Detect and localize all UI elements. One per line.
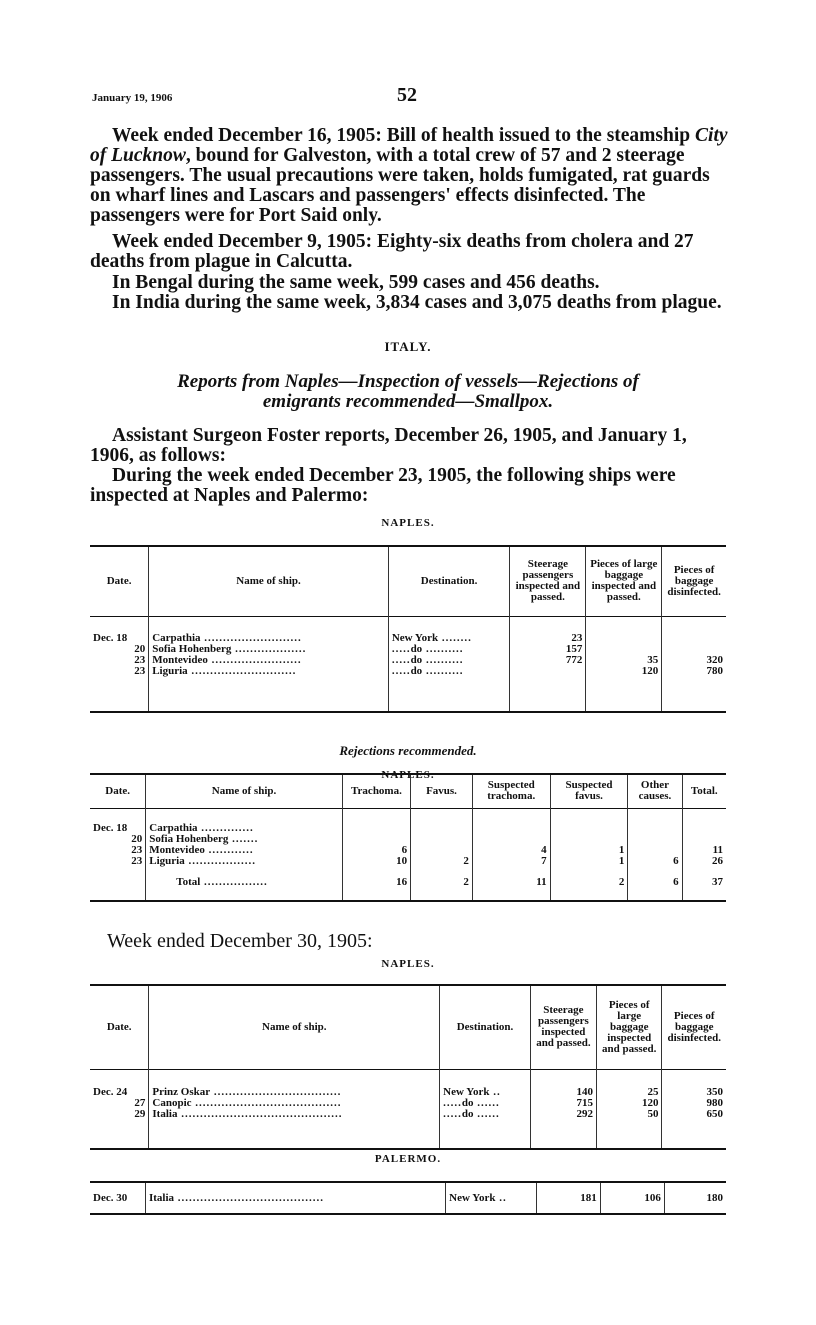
table4-caption: PALERMO. [374, 1153, 442, 1165]
paragraph-week-dec-23: During the week ended December 23, 1905, the following ships were inspected at Naples and Palermo: [90, 465, 676, 506]
col-destination: Destination. [388, 546, 510, 616]
table2-caption: NAPLES. [381, 769, 435, 781]
col-favus: Favus. [411, 774, 473, 808]
col-baggage-disinfected: Pieces of baggage disinfected. [662, 546, 726, 616]
reports-heading: Reports from Naples—Inspection of vessels—Rejections of emigrants recommended—Smallpox. [177, 371, 639, 412]
table-row: 27 Canopic ....................................... .....do ...... 715 120 980 [90, 1098, 726, 1109]
col-date: Date. [106, 1020, 132, 1033]
col-ship: Name of ship. [149, 985, 440, 1069]
table-row: 23 Liguria ............................ .....do .......... 120 780 [90, 666, 726, 712]
table-row: 23 Montevideo ............ 6 4 1 11 [90, 845, 726, 856]
table-naples-week1 [90, 545, 726, 713]
table-row: Dec. 30 Italia ....................................... New York .. 181 106 180 [90, 1182, 726, 1214]
table-row: Dec. 18 Carpathia .............. [90, 808, 726, 834]
paragraph-india: In India during the same week, 3,834 cases and 3,075 deaths from plague. [112, 292, 722, 313]
col-total: Total. [682, 774, 726, 808]
table-row: 20 Sofia Hohenberg ................... .....do .......... 157 [90, 644, 726, 655]
table3-caption: NAPLES. [381, 958, 435, 970]
col-other-causes: Other causes. [628, 774, 682, 808]
col-trachoma: Trachoma. [342, 774, 410, 808]
page-number: 52 [397, 84, 417, 106]
table-row: 23 Liguria .................. 10 2 7 1 6 26 [90, 856, 726, 867]
col-steerage: Steerage passengers inspected and passed. [530, 985, 596, 1069]
col-date: Date. [106, 574, 132, 587]
paragraph-bengal: In Bengal during the same week, 599 cases and 456 deaths. [112, 272, 600, 293]
col-large-baggage: Pieces of large baggage inspected and passed. [586, 546, 662, 616]
table-row: 29 Italia ........................................... .....do ...... 292 50 650 [90, 1109, 726, 1149]
paragraph-week-dec-16: Week ended December 16, 1905: Bill of health issued to the steamship City of Lucknow, bound for Galveston, with a total crew of 57 and 2 steerage passengers. The usual precautions were taken, holds fumigated, rat guards on wharf lines and Lascars and passengers' effects disinfected. The passengers were for Port Said only. [90, 125, 728, 226]
paragraph-intro: Assistant Surgeon Foster reports, December 26, 1905, and January 1, 1906, as follows: [90, 425, 687, 466]
col-steerage: Steerage passengers inspected and passed. [510, 546, 586, 616]
table-palermo [90, 1181, 726, 1215]
col-date: Date. [105, 784, 130, 797]
col-ship: Name of ship. [146, 774, 343, 808]
col-baggage-disinfected: Pieces of baggage disinfected. [662, 985, 726, 1069]
paragraph-week-dec-9: Week ended December 9, 1905: Eighty-six deaths from cholera and 27 deaths from plague in Calcutta. [90, 231, 694, 272]
header-date: January 19, 1906 [92, 92, 173, 104]
ship-name-city-of-lucknow: City of Lucknow [90, 125, 728, 166]
table-row: 23 Montevideo ........................ .....do .......... 772 35 320 [90, 655, 726, 666]
table-naples-week2 [90, 984, 726, 1150]
section-title-italy: ITALY. [384, 339, 432, 354]
table1-caption: NAPLES. [381, 517, 435, 529]
table-rejections-naples [90, 773, 726, 902]
table-row: Dec. 24 Prinz Oskar .................................. New York .. 140 25 350 [90, 1069, 726, 1098]
table-row: 20 Sofia Hohenberg ....... [90, 834, 726, 845]
col-suspected-trachoma: Suspected trachoma. [472, 774, 550, 808]
week-dec-30-heading: Week ended December 30, 1905: [107, 930, 373, 952]
rejections-title: Rejections recommended. [339, 743, 477, 758]
col-destination: Destination. [440, 985, 531, 1069]
col-ship: Name of ship. [149, 546, 389, 616]
table-total-row: Total ................. 16 2 11 2 6 37 [90, 867, 726, 901]
table-row: Dec. 18 Carpathia .......................... New York ........ 23 [90, 616, 726, 644]
col-large-baggage: Pieces of large baggage inspected and passed. [596, 985, 662, 1069]
col-suspected-favus: Suspected favus. [550, 774, 628, 808]
